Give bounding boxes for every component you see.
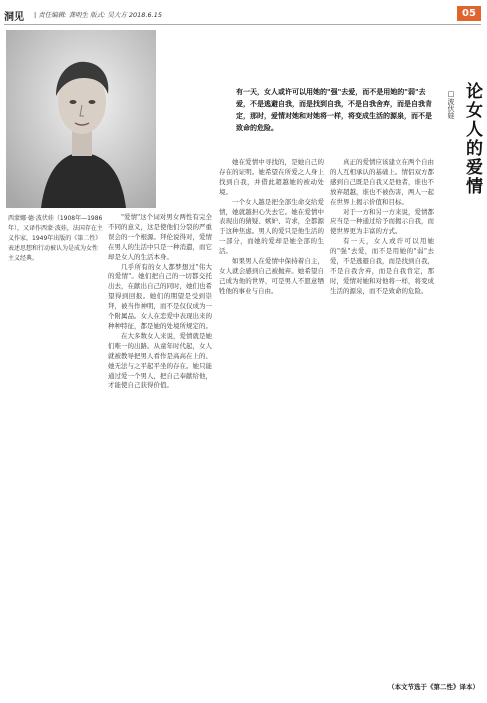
photo-caption: [8, 214, 103, 264]
article-title: 论女人的爱情: [462, 82, 482, 196]
portrait-photo: [6, 30, 156, 208]
body-paragraph: 如果男人在爱情中保持着自主，女人就会感到自己被抛弃。她希望自己成为他的世界，可是男人不愿意牺牲他的事业与自由。: [219, 257, 324, 295]
page-header: [0, 0, 487, 26]
body-column-3: [330, 158, 434, 297]
body-column-1: [108, 213, 212, 391]
body-paragraph: 有一天，女人或许可以用她的"强"去爱，而不是用她的"弱"去爱，不是逃避自我，而是找到自我，不是自我舍弃，而是自我肯定，那时，爱情对她和对他将一样，将变成生活的源泉，而不是致命的危险。: [330, 237, 434, 295]
body-paragraph: 她在爱情中寻找的，是她自己的存在的证明。她希望在所爱之人身上找到自我，并借此超越她的被动处境。: [219, 158, 324, 196]
body-paragraph: "爱情"这个词对男女两性有完全不同的意义，这是使他们分裂的严重误会的一个根源。拜伦说得对，爱情在男人的生活中只是一种消遣，而它却是女人的生活本身。: [108, 213, 212, 261]
article-byline: □波伏娃: [447, 90, 455, 119]
body-paragraph: 在大多数女人来说，爱情就是她们唯一的出路。从童年时代起，女人就被教导把男人看作是高高在上的、她无法与之平起平坐的存在。她只能通过爱一个男人，把自己奉献给他，才能使自己获得价值。: [108, 331, 212, 390]
editor-credits: | 责任编辑: 龚明生 版式: 吴大方 2018.6.15: [34, 11, 162, 19]
body-paragraph: 几乎所有的女人都梦想过"伟大的爱情"。她们把自己的一切都交托出去，在献出自己的同时，她们也希望得到回报。她们的期望是受到崇拜，被当作神明，而不是仅仅成为一个附属品。女人在恋爱中表现出来的种种特征，都是她的处境所规定的。: [108, 262, 212, 330]
section-name: 洞见: [4, 12, 24, 23]
lead-paragraph: [236, 86, 432, 134]
article-title-block: [444, 82, 484, 212]
header-rule: [4, 24, 481, 25]
body-paragraph: 对于一方和另一方来说，爱情都应当是一种通过给予而揭示自我，而使世界更为丰富的方式。: [330, 207, 434, 236]
source-note: （本文节选于《第二性》译本）: [388, 683, 479, 691]
body-paragraph: 真正的爱情应该建立在两个自由的人互相承认的基础上。情侣双方都感到自己既是自我又是他者，谁也不放弃超越，谁也不被伤害，两人一起在世界上揭示价值和目标。: [330, 158, 434, 206]
lead-text: 有一天，女人或许可以用她的"强"去爱，而不是用她的"弱"去爱，不是逃避自我，而是找到自我，不是自我舍弃，而是自我肯定，那时，爱情对她和对她将一样，将变成生活的源泉，而不是致命的危险。: [236, 88, 432, 132]
photo-caption-text: 西蒙娜·德·波伏娃（1908年—1986年），又译作西蒙·波娃，法国存在主义作家，1949年出版的《第二性》表述思想和行动被认为是成为女性主义经典。: [8, 215, 103, 262]
body-column-2: [219, 158, 324, 297]
portrait-image: [6, 30, 156, 208]
page-number-badge: 05: [457, 6, 481, 21]
body-paragraph: 一个女人越是把全部生命交给爱情，她就越担心失去它。她在爱情中表现出的猜疑、嫉妒、苛求，全都源于这种焦虑。男人的爱只是他生活的一部分，而她的爱却是她全部的生活。: [219, 197, 324, 256]
